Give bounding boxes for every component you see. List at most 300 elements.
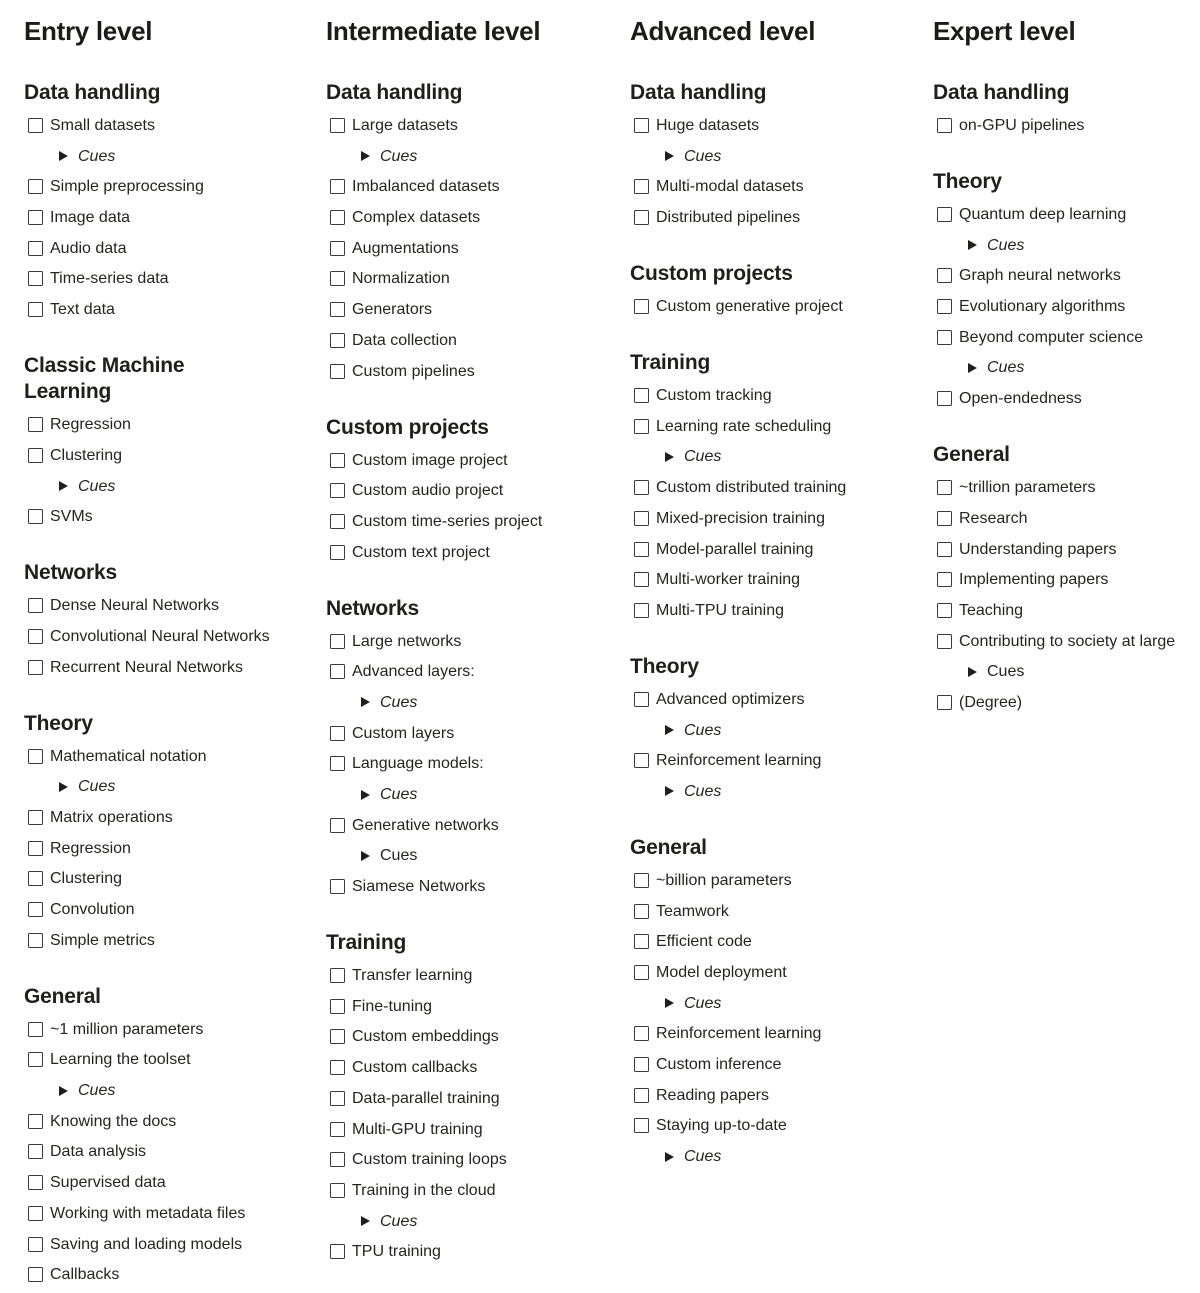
cues-toggle[interactable] [665,447,933,466]
checkbox[interactable] [937,572,952,587]
cues-toggle[interactable] [968,236,1176,255]
todo-label: Multi-TPU training [656,601,785,619]
cues-label[interactable]: Cues [684,721,722,739]
checkbox[interactable] [634,603,649,618]
todo-item [326,1150,630,1169]
todo-item [326,1027,630,1046]
checkbox[interactable] [937,268,952,283]
toggle-triangle-icon[interactable] [665,151,674,161]
todo-label: Small datasets [50,117,155,134]
cues-toggle[interactable] [665,782,933,801]
todo-label: Matrix operations [50,808,173,826]
checkbox[interactable] [937,634,952,649]
checkbox[interactable] [330,453,345,468]
cues-toggle[interactable] [361,785,630,804]
checkbox[interactable] [634,542,649,557]
checkbox[interactable] [330,818,345,833]
todo-item [24,1235,326,1254]
todo-label: Large datasets [352,117,458,134]
cues-label[interactable]: Cues [987,359,1025,377]
todo-item [24,300,326,319]
todo-label: Custom embeddings [352,1028,499,1046]
todo-item [630,1116,933,1135]
toggle-triangle-icon[interactable] [665,452,674,462]
checkbox[interactable] [330,241,345,256]
checkbox[interactable] [330,118,345,133]
checkbox[interactable] [330,210,345,225]
checkbox[interactable] [330,1091,345,1106]
todo-item [24,900,326,919]
todo-item [630,478,933,497]
checkbox[interactable] [28,271,43,286]
todo-item [933,205,1176,224]
todo-item [933,389,1176,408]
level-column-advanced-level [630,16,933,1293]
todo-label: Custom distributed training [656,479,847,497]
cues-label[interactable]: Cues [684,782,722,800]
checkbox[interactable] [634,572,649,587]
todo-label: Learning rate scheduling [656,417,832,435]
checkbox[interactable] [330,483,345,498]
level-title: Entry level [24,16,153,46]
checkbox[interactable] [28,448,43,463]
todo-label: Generators [352,301,433,319]
todo-item [933,570,1176,589]
checkbox[interactable] [330,756,345,771]
todo-label: Advanced layers: [352,663,475,681]
todo-label: SVMs [50,508,93,526]
todo-label: Custom generative project [656,298,843,316]
todo-label: on-GPU pipelines [959,117,1085,134]
todo-label: Model deployment [656,964,787,981]
todo-item [630,570,933,589]
todo-item [326,662,630,681]
section-title-data-handling: Data handling [933,81,1070,104]
todo-item [326,632,630,651]
todo-label: Large networks [352,632,462,650]
todo-label: ~1 million parameters [50,1020,204,1038]
todo-label: Text data [50,301,115,319]
checkbox[interactable] [28,1114,43,1129]
todo-item [326,1181,630,1200]
cues-toggle[interactable] [665,1147,933,1166]
todo-label: Knowing the docs [50,1112,177,1130]
checkbox[interactable] [28,1144,43,1159]
todo-label: Fine-tuning [352,997,433,1015]
cues-toggle[interactable] [665,994,933,1013]
checkbox[interactable] [634,873,649,888]
toggle-triangle-icon[interactable] [665,1152,674,1162]
cues-label[interactable]: Cues [684,448,722,466]
todo-label: Complex datasets [352,209,481,227]
checkbox[interactable] [937,511,952,526]
todo-item [933,297,1176,316]
todo-item [326,1242,630,1261]
todo-item [630,932,933,951]
todo-label: (Degree) [959,693,1023,711]
todo-item [24,1265,326,1284]
todo-label: Custom time-series project [352,512,543,530]
checkbox[interactable] [28,417,43,432]
todo-label: Data-parallel training [352,1089,500,1107]
todo-label: Custom inference [656,1056,782,1074]
cues-toggle[interactable] [361,147,630,166]
todo-label: Generative networks [352,816,499,834]
todo-label: Image data [50,209,131,227]
todo-item [933,509,1176,528]
checkbox[interactable] [634,299,649,314]
cues-label[interactable]: Cues [78,778,116,796]
checkbox[interactable] [28,1237,43,1252]
toggle-triangle-icon[interactable] [361,851,370,861]
todo-item [630,751,933,770]
checkbox[interactable] [634,1026,649,1041]
checkbox[interactable] [28,1267,43,1282]
checkbox[interactable] [330,1183,345,1198]
todo-label: Understanding papers [959,540,1117,558]
todo-item [933,328,1176,347]
checkbox[interactable] [634,965,649,980]
checkbox[interactable] [634,1118,649,1133]
cues-label[interactable]: Cues [684,147,722,165]
cues-toggle[interactable] [968,662,1176,681]
todo-item [24,116,326,135]
todo-item [326,512,630,531]
checkbox[interactable] [28,871,43,886]
cues-toggle[interactable] [361,1212,630,1231]
level-title: Expert level [933,16,1076,46]
todo-label: Time-series data [50,270,169,288]
cues-label[interactable]: Cues [380,1212,418,1230]
todo-label: Simple metrics [50,931,155,949]
todo-item [24,177,326,196]
level-title: Advanced level [630,16,816,46]
checkbox[interactable] [634,904,649,919]
cues-toggle[interactable] [59,477,326,496]
checkbox[interactable] [634,1057,649,1072]
todo-label: Transfer learning [352,967,473,985]
cues-label[interactable]: Cues [78,147,116,165]
section-title-networks: Networks [326,596,419,620]
checkbox[interactable] [330,664,345,679]
todo-label: Huge datasets [656,117,760,134]
checkbox[interactable] [28,902,43,917]
todo-label: Custom callbacks [352,1059,478,1077]
checkbox[interactable] [28,210,43,225]
todo-label: Distributed pipelines [656,209,801,227]
cues-toggle[interactable] [59,147,326,166]
checkbox[interactable] [634,511,649,526]
checkbox[interactable] [634,934,649,949]
checkbox[interactable] [28,302,43,317]
checkbox[interactable] [330,1244,345,1259]
checkbox[interactable] [937,391,952,406]
checkbox[interactable] [330,302,345,317]
cues-toggle[interactable] [59,1081,326,1100]
cues-label[interactable]: Cues [380,786,418,803]
todo-label: Learning the toolset [50,1051,191,1069]
section-title-data-handling: Data handling [326,81,463,104]
todo-label: Augmentations [352,239,459,257]
checkbox[interactable] [330,1060,345,1075]
todo-label: Reading papers [656,1086,769,1104]
checkbox[interactable] [634,210,649,225]
todo-item [24,1204,326,1223]
checkbox[interactable] [28,933,43,948]
todo-label: Teaching [959,601,1024,619]
checkbox[interactable] [330,179,345,194]
checkbox[interactable] [330,999,345,1014]
todo-item [24,1020,326,1039]
todo-label: TPU training [352,1243,441,1261]
checkbox[interactable] [634,480,649,495]
todo-item [630,540,933,559]
todo-item [326,451,630,470]
section-title-data-handling: Data handling [630,81,767,104]
checkbox[interactable] [28,241,43,256]
todo-item [24,808,326,827]
section-title-theory: Theory [933,170,1002,193]
todo-item [630,417,933,436]
todo-label: Custom layers [352,724,455,742]
checkbox[interactable] [28,810,43,825]
todo-label: Regression [50,416,131,434]
checkbox[interactable] [28,749,43,764]
todo-item [630,116,933,135]
checkbox[interactable] [330,333,345,348]
todo-label: Model-parallel training [656,540,814,558]
checkbox[interactable] [330,1122,345,1137]
todo-label: Audio data [50,239,127,257]
checkbox[interactable] [28,118,43,133]
checkbox[interactable] [634,1088,649,1103]
checkbox[interactable] [28,1052,43,1067]
todo-item [24,208,326,227]
todo-item [24,1050,326,1069]
toggle-triangle-icon[interactable] [361,1216,370,1226]
toggle-triangle-icon[interactable] [665,786,674,796]
todo-label: Clustering [50,446,123,464]
checkbox[interactable] [330,364,345,379]
toggle-triangle-icon[interactable] [59,1086,68,1096]
checkbox[interactable] [28,179,43,194]
todo-item [630,1024,933,1043]
todo-item [24,658,326,677]
todo-item [630,208,933,227]
cues-toggle[interactable] [59,777,326,796]
todo-item [630,601,933,620]
toggle-triangle-icon[interactable] [59,782,68,792]
checkbox[interactable] [330,968,345,983]
todo-item [326,877,630,896]
todo-item [326,543,630,562]
todo-item [326,1058,630,1077]
todo-label: Custom tracking [656,387,772,405]
cues-toggle[interactable] [361,846,630,865]
todo-label: Custom training loops [352,1151,507,1169]
todo-label: Working with metadata files [50,1204,246,1222]
todo-label: Graph neural networks [959,267,1121,285]
todo-item [630,871,933,890]
todo-label: Evolutionary algorithms [959,298,1126,316]
todo-item [326,966,630,985]
toggle-triangle-icon[interactable] [361,790,370,800]
todo-label: ~billion parameters [656,871,792,889]
toggle-triangle-icon[interactable] [968,363,977,373]
cues-toggle[interactable] [361,693,630,712]
todo-item [326,300,630,319]
toggle-triangle-icon[interactable] [361,697,370,707]
todo-label: Reinforcement learning [656,1025,822,1043]
todo-label: Mathematical notation [50,747,207,765]
level-column-expert-level [933,16,1176,1293]
cues-label[interactable]: Cues [380,147,418,165]
checkbox[interactable] [28,1175,43,1190]
checkbox[interactable] [330,1029,345,1044]
toggle-triangle-icon[interactable] [968,667,977,677]
todo-label: Custom image project [352,451,508,469]
checkbox[interactable] [330,545,345,560]
toggle-triangle-icon[interactable] [59,481,68,491]
todo-item [630,1086,933,1105]
todo-label: Teamwork [656,902,729,920]
todo-item [24,839,326,858]
cues-label[interactable]: Cues [78,477,116,495]
todo-item [326,997,630,1016]
todo-item [630,177,933,196]
checkbox[interactable] [330,271,345,286]
todo-item [24,869,326,888]
cues-label[interactable]: Cues [380,693,418,711]
section-title-general: General [24,984,101,1008]
todo-item [933,116,1176,135]
cues-label[interactable]: Cues [987,663,1025,681]
toggle-triangle-icon[interactable] [665,725,674,735]
todo-item [630,902,933,921]
checkbox[interactable] [937,299,952,314]
checkbox[interactable] [28,660,43,675]
todo-item [933,266,1176,285]
todo-item [630,1055,933,1074]
cues-label[interactable]: Cues [684,1148,722,1166]
todo-item [24,415,326,434]
todo-item [24,1142,326,1161]
toggle-triangle-icon[interactable] [968,240,977,250]
checkbox[interactable] [330,726,345,741]
section-title-training: Training [630,351,711,375]
todo-label: Multi-GPU training [352,1120,483,1138]
cues-toggle[interactable] [968,358,1176,377]
todo-item [24,269,326,288]
checkbox[interactable] [634,419,649,434]
todo-item [24,596,326,615]
cues-toggle[interactable] [665,147,933,166]
section-title-custom-projects: Custom projects [326,415,489,439]
checkbox[interactable] [634,179,649,194]
todo-item [326,331,630,350]
todo-label: Data collection [352,331,457,349]
checkbox[interactable] [28,841,43,856]
section-title-general: General [933,443,1010,467]
section-title-theory: Theory [630,654,699,678]
todo-label: Simple preprocessing [50,178,204,196]
checkbox[interactable] [330,879,345,894]
section-title-classic-machine-learning: Classic Machine Learning [24,354,185,404]
todo-label: Custom audio project [352,482,504,500]
todo-item [933,478,1176,497]
checkbox[interactable] [937,480,952,495]
todo-label: Recurrent Neural Networks [50,658,243,676]
checkbox[interactable] [28,1022,43,1037]
cues-toggle[interactable] [665,721,933,740]
todo-label: Imbalanced datasets [352,178,500,196]
todo-label: Clustering [50,870,123,888]
todo-item [326,754,630,773]
todo-item [630,386,933,405]
todo-item [933,693,1176,712]
level-title: Intermediate level [326,16,541,46]
toggle-triangle-icon[interactable] [59,151,68,161]
toggle-triangle-icon[interactable] [665,998,674,1008]
checkbox[interactable] [330,634,345,649]
todo-label: Advanced optimizers [656,690,805,708]
todo-label: Contributing to society at large [959,632,1176,650]
todo-item [326,1089,630,1108]
cues-label[interactable]: Cues [987,236,1025,254]
todo-item [630,963,933,982]
checkbox[interactable] [937,603,952,618]
toggle-triangle-icon[interactable] [361,151,370,161]
checkbox[interactable] [937,207,952,222]
cues-label[interactable]: Cues [380,847,418,865]
checkbox[interactable] [634,692,649,707]
todo-item [24,507,326,526]
checkbox[interactable] [634,118,649,133]
todo-item [326,1120,630,1139]
todo-label: Mixed-precision training [656,509,825,527]
cues-label[interactable]: Cues [684,994,722,1012]
todo-item [326,816,630,835]
todo-item [326,239,630,258]
level-column-intermediate-level [326,16,630,1293]
todo-item [630,297,933,316]
checkbox[interactable] [28,598,43,613]
checkbox[interactable] [28,509,43,524]
todo-item [24,747,326,766]
todo-label: Custom pipelines [352,362,475,380]
todo-item [24,1173,326,1192]
todo-label: Normalization [352,270,450,288]
checkbox[interactable] [28,1206,43,1221]
todo-label: Efficient code [656,933,752,951]
checkbox[interactable] [937,542,952,557]
todo-item [24,1112,326,1131]
checkbox[interactable] [634,388,649,403]
checkbox[interactable] [28,629,43,644]
cues-label[interactable]: Cues [78,1082,116,1100]
todo-label: Language models: [352,755,484,773]
checkbox[interactable] [330,514,345,529]
section-title-general: General [630,835,707,859]
checkbox[interactable] [937,118,952,133]
todo-label: Convolution [50,901,135,918]
todo-label: Staying up-to-date [656,1117,787,1135]
checkbox[interactable] [330,1152,345,1167]
checkbox[interactable] [937,330,952,345]
todo-item [326,116,630,135]
checkbox[interactable] [634,753,649,768]
checkbox[interactable] [937,695,952,710]
